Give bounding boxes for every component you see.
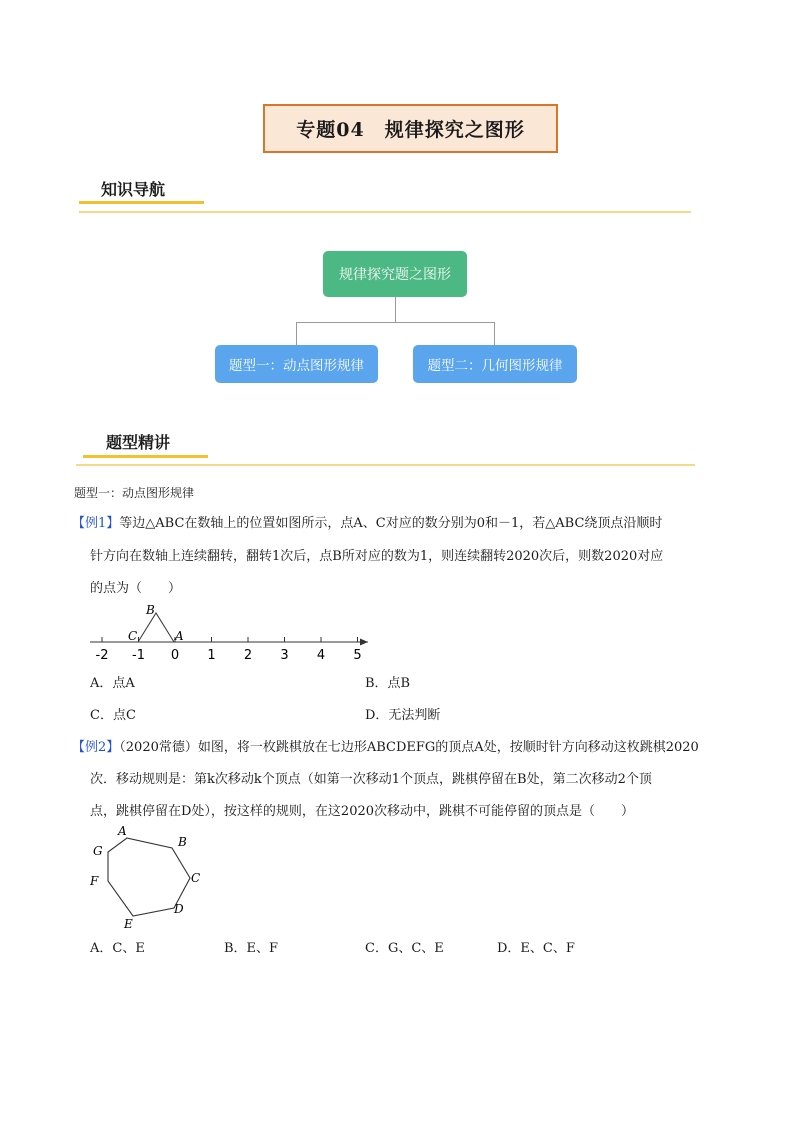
- vertex-label-f: F: [90, 874, 99, 888]
- example-2-option-c: C．G、C、E: [365, 941, 444, 956]
- vertex-label-b: B: [178, 835, 187, 849]
- example-1-line-3: 的点为（ ）: [90, 581, 182, 596]
- number-line-arrow: [360, 639, 368, 646]
- triangle-abc: [138, 613, 174, 642]
- section-heading-nav: 知识导航: [101, 180, 166, 199]
- vertex-label-a: A: [118, 824, 127, 838]
- vertex-label-c: C: [191, 871, 201, 885]
- example-1-option-c: C．点C: [90, 708, 136, 723]
- vertex-label-d: D: [174, 902, 184, 916]
- example-2-line-2: 次．移动规则是：第k次移动k个顶点（如第一次移动1个顶点，跳棋停留在B处，第二次移动2个顶: [90, 772, 652, 787]
- tick-label: 5: [353, 648, 362, 663]
- heading-underline-accent: [79, 201, 204, 204]
- section-heading-explain: 题型精讲: [106, 433, 171, 452]
- vertex-label-b: B: [146, 603, 155, 617]
- example-tag: 【例2】: [72, 740, 120, 755]
- number-line-figure: [88, 600, 378, 668]
- heading-underline-rule: [79, 211, 691, 213]
- tick-label: 1: [207, 648, 216, 663]
- mindmap-child-node-1: 题型一：动点图形规律: [215, 345, 378, 383]
- example-2-option-d: D．E、C、F: [497, 941, 575, 956]
- example-1-line-1: 等边△ABC在数轴上的位置如图所示，点A、C对应的数分别为0和－1，若△ABC绕顶点沿顺时: [119, 516, 663, 531]
- example-2-text: [72, 741, 699, 754]
- tick-label: 4: [316, 648, 326, 663]
- tick-label: 0: [170, 648, 180, 663]
- example-1-option-d: D．无法判断: [365, 708, 441, 723]
- vertex-label-g: G: [93, 844, 103, 858]
- vertex-label-c: C: [128, 629, 138, 643]
- tick-label: -1: [132, 648, 145, 663]
- vertex-label-a: A: [175, 629, 184, 643]
- example-2-option-a: A．C、E: [90, 941, 145, 956]
- page-title: 专题04 规律探究之图形: [263, 104, 558, 153]
- tick-label: 3: [280, 648, 289, 663]
- heading-underline-accent: [83, 455, 208, 458]
- example-tag: 【例1】: [72, 516, 120, 531]
- tick-label: -2: [95, 648, 109, 663]
- example-2-line-1: （2020常德）如图，将一枚跳棋放在七边形ABCDEFG的顶点A处，按顺时针方向移动这枚跳棋2020: [119, 740, 699, 755]
- example-2-line-3: 点，跳棋停留在D处），按这样的规则，在这2020次移动中，跳棋不可能停留的顶点是（ ）: [90, 804, 635, 819]
- example-1-text: [72, 517, 662, 530]
- mindmap-connector-vertical: [395, 297, 396, 322]
- heading-underline-rule: [76, 464, 695, 466]
- example-2-option-b: B．E、F: [224, 941, 279, 956]
- mindmap-child-node-2: 题型二：几何图形规律: [413, 345, 577, 383]
- example-1-option-b: B．点B: [365, 676, 411, 691]
- example-1-line-2: 针方向在数轴上连续翻转，翻转1次后，点B所对应的数为1，则连续翻转2020次后，则数2020对应: [90, 549, 664, 564]
- vertex-label-e: E: [124, 917, 133, 931]
- heptagon-figure: [84, 822, 214, 932]
- mindmap-connector-left: [296, 322, 297, 345]
- mindmap-root-node: 规律探究题之图形: [323, 251, 467, 297]
- mindmap-connector-horizontal: [296, 322, 495, 323]
- example-1-option-a: A．点A: [90, 676, 135, 691]
- question-type-label: 题型一：动点图形规律: [74, 486, 195, 500]
- mindmap-connector-right: [494, 322, 495, 345]
- tick-label: 2: [243, 648, 253, 663]
